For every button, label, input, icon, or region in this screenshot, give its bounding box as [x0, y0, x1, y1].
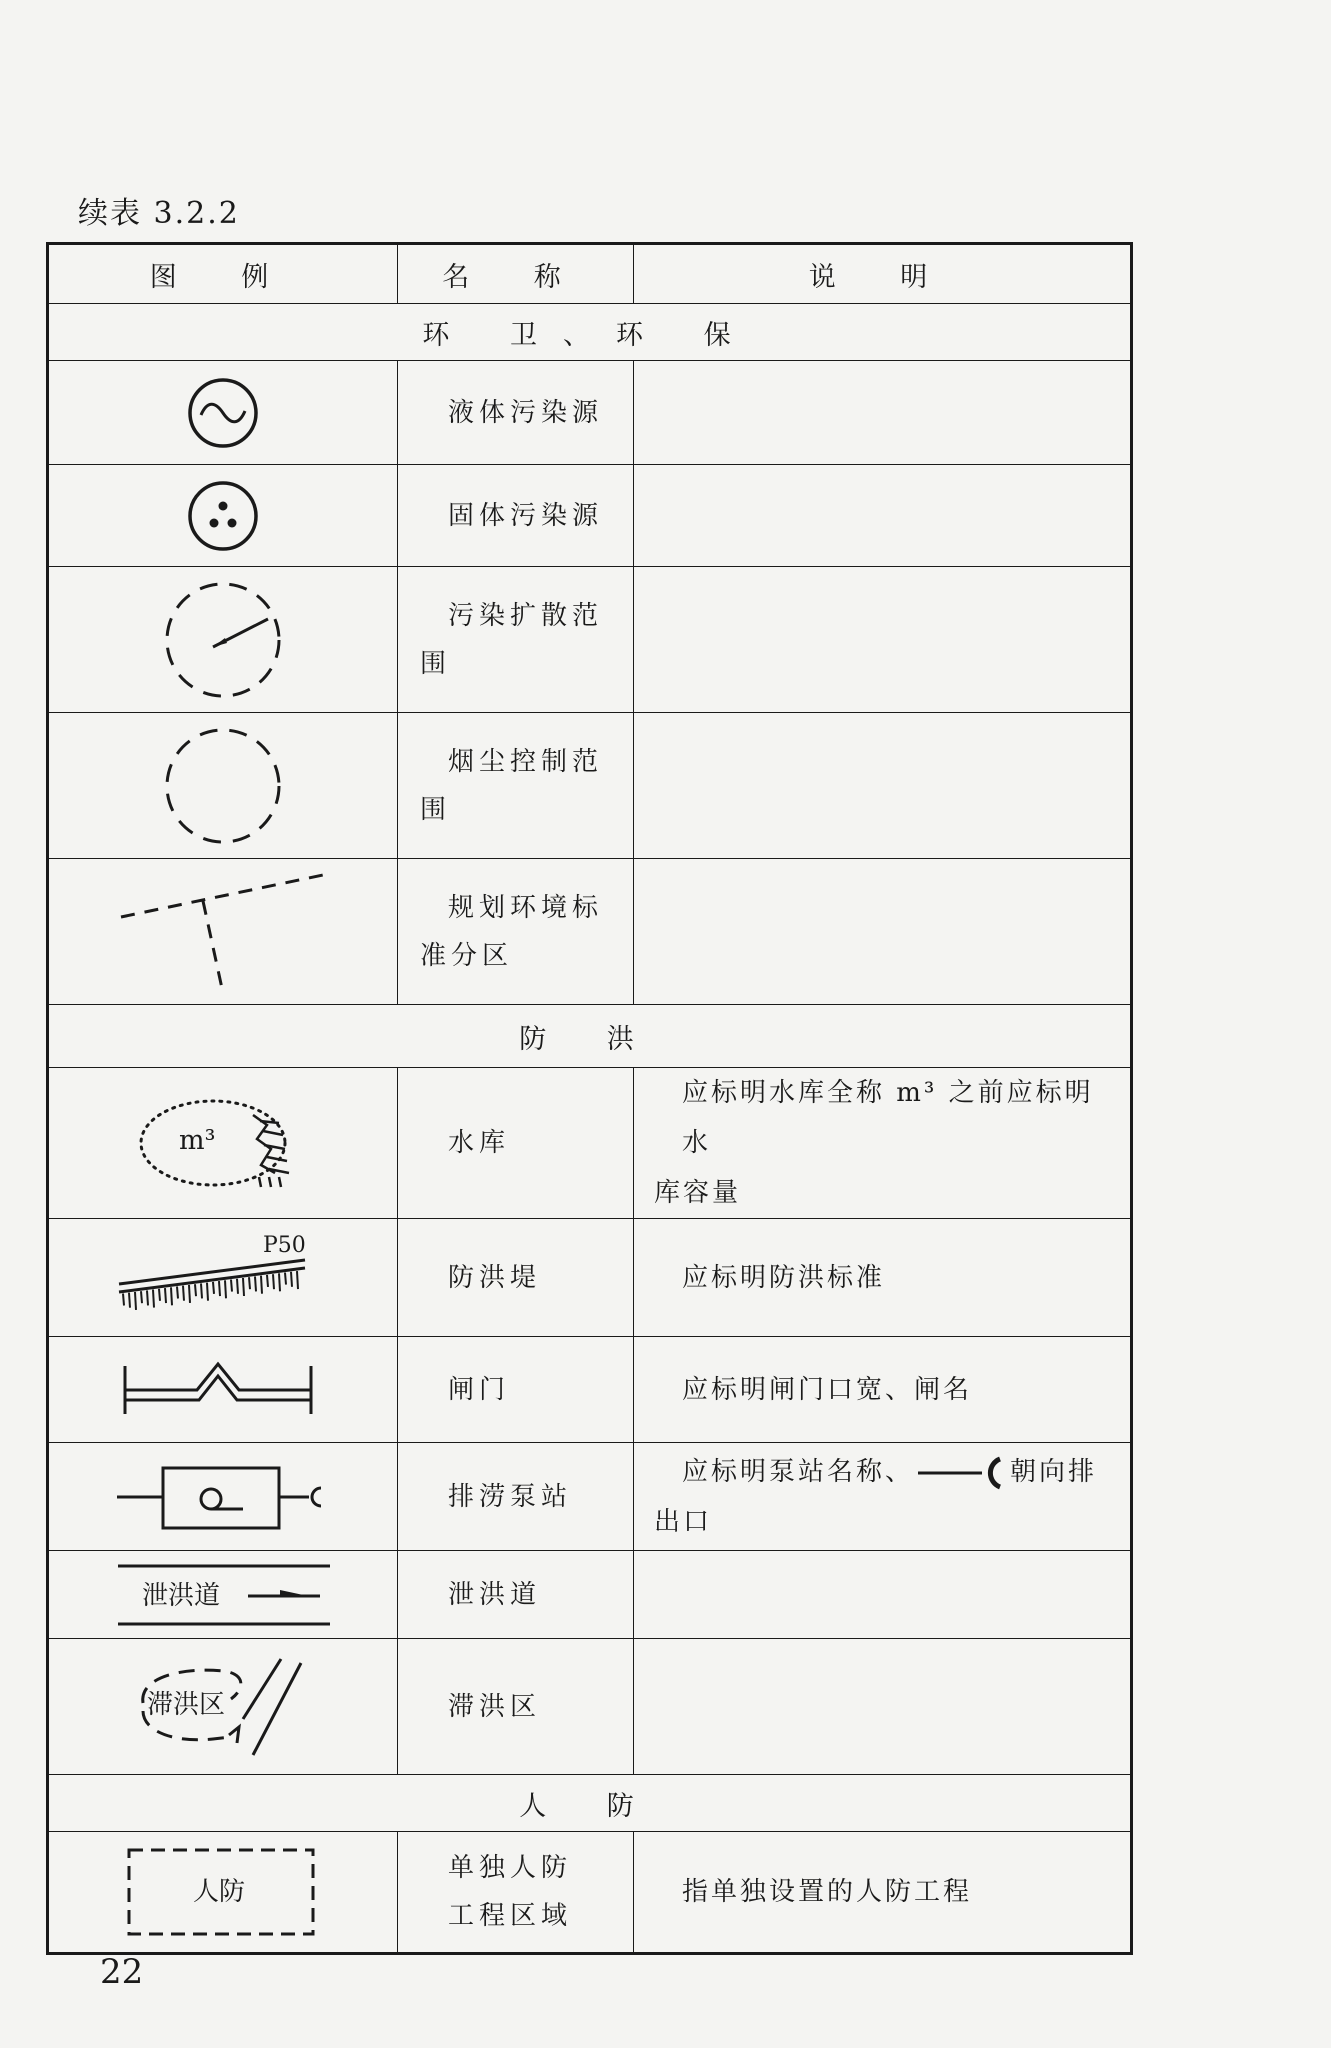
- row-name-line2: 围: [420, 794, 452, 825]
- civil-defense-symbol: [48, 1832, 398, 1954]
- desc-cell: [634, 1551, 1132, 1639]
- row-name: 液体污染源: [448, 397, 604, 428]
- name-cell: [398, 1443, 634, 1551]
- desc-text: 应标明泵站名称、: [682, 1456, 915, 1487]
- detention-symbol-label: 滞洪区: [147, 1689, 226, 1720]
- section-title-civil-defense: 人 防: [48, 1775, 1132, 1832]
- row-name-line1: 烟尘控制范: [448, 746, 604, 777]
- reservoir-symbol-label: m³: [179, 1125, 216, 1156]
- table-caption: 续表 3.2.2: [78, 196, 240, 231]
- section-row-civil-defense: [48, 1775, 1132, 1832]
- row-name: 泄洪道: [448, 1579, 542, 1610]
- header-description: 说 明: [634, 244, 1132, 304]
- solid-pollution-symbol: [48, 465, 398, 567]
- table-row: [48, 1219, 1132, 1337]
- name-cell: [398, 1337, 634, 1443]
- desc-line2: 出口: [654, 1506, 713, 1537]
- table-row: [48, 859, 1132, 1005]
- table-row: [48, 1832, 1132, 1954]
- desc-cell: [634, 1832, 1132, 1954]
- smoke-control-symbol: [48, 713, 398, 859]
- name-cell: [398, 567, 634, 713]
- outlet-direction-icon: [914, 1456, 1010, 1490]
- name-cell: [398, 465, 634, 567]
- name-cell: [398, 361, 634, 465]
- section-title-env: 环 卫、环 保: [48, 304, 1132, 361]
- name-cell: [398, 1832, 634, 1954]
- row-name: 闸门: [448, 1374, 511, 1405]
- desc-cell: [634, 1219, 1132, 1337]
- diffusion-range-symbol: [48, 567, 398, 713]
- row-name-line1: 单独人防: [448, 1853, 573, 1883]
- desc-text: 朝向排: [1010, 1456, 1098, 1487]
- spillway-symbol: [48, 1551, 398, 1639]
- row-name-line2: 围: [420, 648, 452, 679]
- desc-cell: [634, 713, 1132, 859]
- name-cell: [398, 1219, 634, 1337]
- desc-line1: 应标明水库全称 m³ 之前应标明水: [682, 1078, 1094, 1158]
- desc-line2: 库容量: [654, 1178, 742, 1208]
- desc-line1: 应标明闸门口宽、闸名: [682, 1374, 973, 1405]
- row-name-line1: 规划环境标: [448, 892, 604, 923]
- desc-cell: [634, 859, 1132, 1005]
- detention-basin-symbol: [48, 1639, 398, 1775]
- row-name-line2: 准分区: [420, 940, 514, 971]
- desc-line1: [654, 1447, 1116, 1497]
- table-row: [48, 465, 1132, 567]
- gate-symbol: [48, 1337, 398, 1443]
- name-cell: [398, 859, 634, 1005]
- row-name: 排涝泵站: [448, 1481, 573, 1512]
- table-row: [48, 1337, 1132, 1443]
- table-row: [48, 1639, 1132, 1775]
- section-title-flood: 防 洪: [48, 1005, 1132, 1068]
- liquid-pollution-symbol: [48, 361, 398, 465]
- row-name: 固体污染源: [448, 500, 604, 531]
- table-row: [48, 567, 1132, 713]
- section-row-env: [48, 304, 1132, 361]
- legend-table: [46, 242, 1133, 1955]
- name-cell: [398, 1551, 634, 1639]
- desc-cell: [634, 1443, 1132, 1551]
- name-cell: [398, 1068, 634, 1219]
- header-legend: 图 例: [48, 244, 398, 304]
- name-cell: [398, 1639, 634, 1775]
- name-cell: [398, 713, 634, 859]
- levee-symbol: [48, 1219, 398, 1337]
- env-zoning-symbol: [48, 859, 398, 1005]
- pump-station-symbol: [48, 1443, 398, 1551]
- reservoir-symbol: [48, 1068, 398, 1219]
- spillway-symbol-label: 泄洪道: [142, 1580, 221, 1611]
- desc-cell: [634, 1639, 1132, 1775]
- header-name: 名 称: [398, 244, 634, 304]
- row-name-line1: 污染扩散范: [448, 600, 604, 631]
- desc-cell: [634, 1068, 1132, 1219]
- civil-defense-symbol-label: 人防: [193, 1877, 246, 1907]
- desc-cell: [634, 1337, 1132, 1443]
- row-name-line2: 工程区域: [448, 1901, 573, 1931]
- desc-cell: [634, 567, 1132, 713]
- desc-line1: 指单独设置的人防工程: [682, 1877, 973, 1907]
- section-row-flood: [48, 1005, 1132, 1068]
- table-row: [48, 361, 1132, 465]
- desc-cell: [634, 465, 1132, 567]
- desc-cell: [634, 361, 1132, 465]
- table-row: [48, 1068, 1132, 1219]
- row-name: 防洪堤: [448, 1262, 542, 1293]
- page-number: 22: [100, 1952, 144, 1992]
- row-name: 滞洪区: [448, 1691, 542, 1722]
- desc-line1: 应标明防洪标准: [682, 1262, 886, 1293]
- row-name: 水库: [448, 1128, 511, 1158]
- table-row: [48, 1443, 1132, 1551]
- table-row: [48, 713, 1132, 859]
- levee-symbol-label: P50: [263, 1232, 306, 1258]
- table-header-row: [48, 244, 1132, 304]
- table-row: [48, 1551, 1132, 1639]
